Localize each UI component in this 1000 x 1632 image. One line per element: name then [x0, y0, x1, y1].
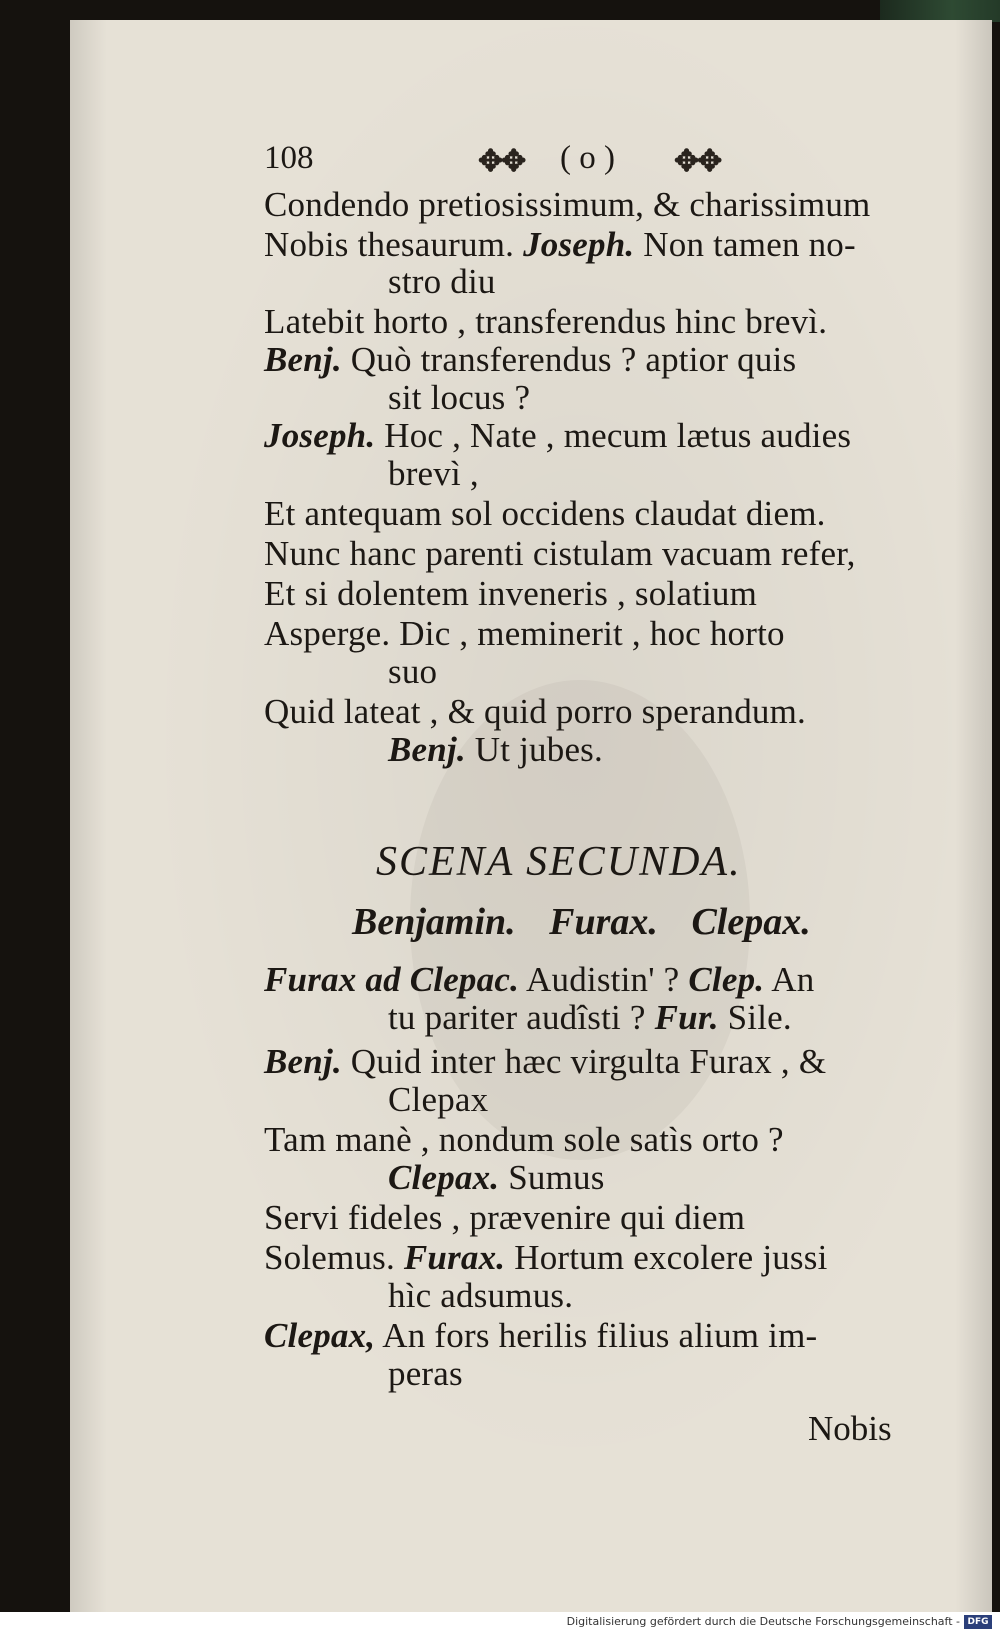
text-line: [388, 262, 496, 302]
text-line: [264, 340, 796, 380]
line-segment: Quid lateat , & quid porro sperandum.: [264, 692, 807, 731]
line-segment: suo: [388, 652, 438, 691]
line-segment: Audistin' ?: [519, 960, 689, 999]
text-line: [388, 652, 437, 692]
running-header: [264, 140, 824, 184]
dfg-logo-icon: DFG: [964, 1615, 992, 1629]
text-line: [388, 1354, 463, 1394]
text-line: [264, 494, 826, 534]
person-name: Clepax.: [691, 901, 811, 943]
text-line: [264, 416, 851, 456]
text-line: [264, 534, 856, 574]
line-segment: tu pariter audîsti ?: [388, 998, 655, 1037]
line-segment: An fors herilis filius alium im-: [375, 1316, 818, 1355]
line-segment: hìc adsumus.: [388, 1276, 574, 1315]
line-segment: An: [764, 960, 815, 999]
page-text: [70, 20, 992, 1612]
text-line: [264, 960, 814, 1000]
line-segment: Latebit horto , transferendus hinc brevì.: [264, 302, 828, 341]
line-segment: Sumus: [499, 1158, 605, 1197]
line-segment: Hortum excolere jussi: [505, 1238, 828, 1277]
speaker-label: Benj.: [264, 1042, 342, 1081]
text-line: [264, 1316, 817, 1356]
page-number: 108: [264, 140, 314, 176]
line-segment: peras: [388, 1354, 463, 1393]
catchword: Nobis: [808, 1409, 892, 1448]
line-segment: Servi fideles , prævenire qui diem: [264, 1198, 746, 1237]
dramatis-personae: [352, 900, 835, 944]
speaker-label: Fur.: [654, 998, 719, 1037]
text-line: [388, 1158, 605, 1198]
text-line: [388, 1276, 573, 1316]
line-segment: Asperge. Dic , meminerit , hoc horto: [264, 614, 785, 653]
line-segment: Quid inter hæc virgulta Furax , &: [341, 1042, 827, 1081]
text-line: [264, 1198, 745, 1238]
text-line: [388, 378, 530, 418]
speaker-label: Joseph.: [523, 225, 635, 264]
line-segment: stro diu: [388, 262, 496, 301]
line-segment: Quò transferendus ? aptior quis: [341, 340, 797, 379]
speaker-label: Furax ad Clepac.: [264, 960, 520, 999]
speaker-label: Benj.: [264, 340, 342, 379]
text-line: [264, 614, 785, 654]
line-segment: Solemus.: [264, 1238, 404, 1277]
line-segment: Condendo pretiosissimum, & charissimum: [264, 185, 871, 224]
line-segment: Ut jubes.: [465, 730, 603, 769]
text-line: [388, 730, 603, 770]
person-name: Furax.: [549, 901, 658, 943]
line-segment: sit locus ?: [388, 378, 531, 417]
line-segment: Clepax: [388, 1080, 489, 1119]
text-line: [388, 1080, 488, 1120]
text-line: [388, 454, 479, 494]
text-line: [264, 225, 856, 265]
line-segment: Nunc hanc parenti cistulam vacuam refer,: [264, 534, 856, 573]
line-segment: brevì ,: [388, 454, 479, 493]
ornament-left-icon: ✥✥: [478, 145, 525, 178]
line-segment: Sile.: [718, 998, 792, 1037]
speaker-label: Furax.: [403, 1238, 506, 1277]
line-segment: Et si dolentem inveneris , solatium: [264, 574, 758, 613]
speaker-label: Benj.: [388, 730, 466, 769]
text-line: [264, 1120, 784, 1160]
text-line: [264, 1042, 826, 1082]
book-cloth-edge: [880, 0, 1000, 22]
scene-title: SCENA SECUNDA.: [376, 839, 742, 885]
line-segment: Hoc , Nate , mecum lætus audies: [375, 416, 852, 455]
line-segment: Nobis thesaurum.: [264, 225, 524, 264]
person-name: Benjamin.: [352, 901, 516, 943]
line-segment: Et antequam sol occidens claudat diem.: [264, 494, 826, 533]
text-line: [264, 692, 806, 732]
line-segment: Tam manè , nondum sole satìs orto ?: [264, 1120, 784, 1159]
speaker-label: Clepax.: [388, 1158, 500, 1197]
text-line: [264, 302, 827, 342]
speaker-label: Clepax,: [264, 1316, 376, 1355]
line-segment: Non tamen no-: [634, 225, 856, 264]
page-mark: ( o ): [560, 140, 615, 176]
text-line: [264, 1238, 828, 1278]
speaker-label: Clep.: [688, 960, 765, 999]
book-page: [70, 20, 992, 1612]
text-line: [264, 574, 757, 614]
text-line: [264, 185, 870, 225]
ornament-right-icon: ✥✥: [674, 145, 721, 178]
speaker-label: Joseph.: [264, 416, 376, 455]
footer-credit: Digitalisierung gefördert durch die Deutsche Forschungsgemeinschaft -: [566, 1615, 960, 1628]
text-line: [388, 998, 792, 1038]
digitization-footer: [0, 1612, 1000, 1632]
